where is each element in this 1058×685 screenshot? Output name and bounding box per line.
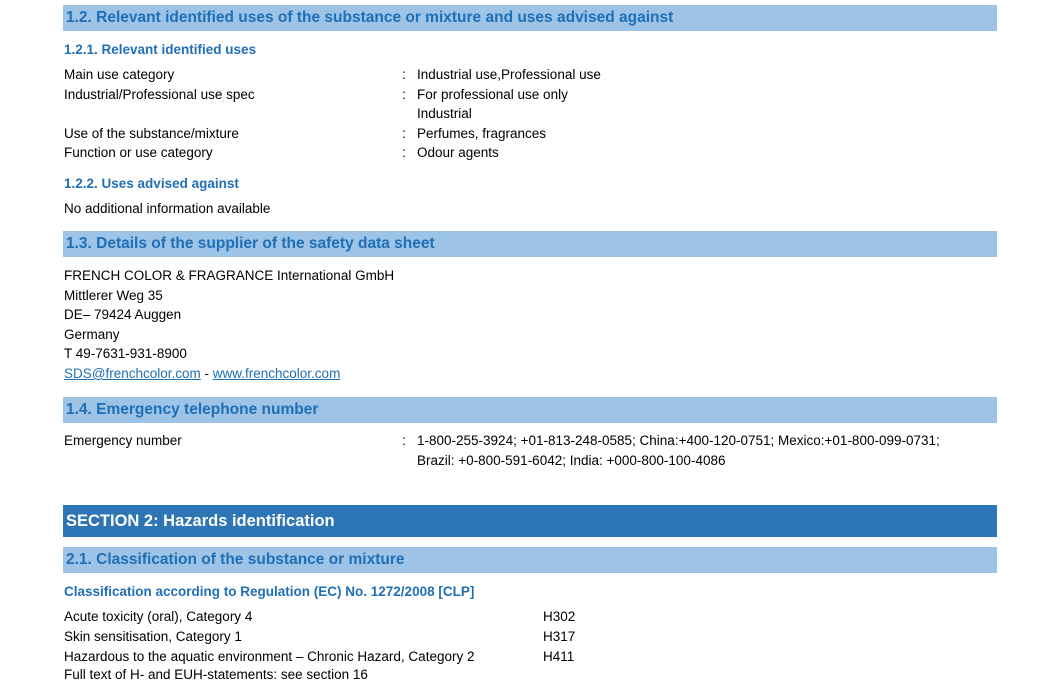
subsection-1-2-1-heading: 1.2.1. Relevant identified uses xyxy=(64,42,257,57)
hazard-code: H317 xyxy=(543,629,576,644)
subsection-1-2-2-heading: 1.2.2. Uses advised against xyxy=(64,176,239,191)
use-of-substance-value: Perfumes, fragrances xyxy=(417,126,547,141)
supplier-company: FRENCH COLOR & FRAGRANCE International GmbH xyxy=(64,268,395,283)
supplier-phone: T 49-7631-931-8900 xyxy=(64,346,187,361)
hazard-class-label: Hazardous to the aquatic environment – Chronic Hazard, Category 2 xyxy=(64,649,475,664)
section-1-3-header: 1.3. Details of the supplier of the safety data sheet xyxy=(63,231,997,257)
use-of-substance-label: Use of the substance/mixture xyxy=(64,126,239,141)
hazard-class-label: Skin sensitisation, Category 1 xyxy=(64,629,242,644)
section-1-4-header: 1.4. Emergency telephone number xyxy=(63,397,997,423)
section-1-2-header: 1.2. Relevant identified uses of the substance or mixture and uses advised against xyxy=(63,5,997,31)
colon: : xyxy=(402,433,406,448)
section-2-1-header: 2.1. Classification of the substance or mixture xyxy=(63,547,997,573)
section-2-header: SECTION 2: Hazards identification xyxy=(63,505,997,537)
supplier-city: DE– 79424 Auggen xyxy=(64,307,182,322)
link-separator: - xyxy=(200,366,213,381)
colon: : xyxy=(402,145,406,160)
advised-against-text: No additional information available xyxy=(64,201,271,216)
hazard-class-label: Acute toxicity (oral), Category 4 xyxy=(64,609,253,624)
supplier-street: Mittlerer Weg 35 xyxy=(64,288,163,303)
supplier-contact-line xyxy=(64,364,340,384)
main-use-category-value: Industrial use,Professional use xyxy=(417,67,601,82)
emergency-number-line-1: 1-800-255-3924; +01-813-248-0585; China:+400-120-0751; Mexico:+01-800-099-0731; xyxy=(417,433,940,448)
colon: : xyxy=(402,87,406,102)
clp-classification-heading: Classification according to Regulation (EC) No. 1272/2008 [CLP] xyxy=(64,584,475,599)
use-spec-label: Industrial/Professional use spec xyxy=(64,87,255,102)
emergency-number-label: Emergency number xyxy=(64,433,182,448)
use-spec-value-2: Industrial xyxy=(417,106,472,121)
function-category-label: Function or use category xyxy=(64,145,213,160)
email-link[interactable]: SDS@frenchcolor.com xyxy=(64,366,201,381)
use-spec-value-1: For professional use only xyxy=(417,87,568,102)
colon: : xyxy=(402,126,406,141)
hazard-code: H411 xyxy=(543,649,575,664)
colon: : xyxy=(402,67,406,82)
function-category-value: Odour agents xyxy=(417,145,499,160)
main-use-category-label: Main use category xyxy=(64,67,175,82)
website-link[interactable]: www.frenchcolor.com xyxy=(212,366,341,381)
supplier-country: Germany xyxy=(64,327,120,342)
full-text-note: Full text of H- and EUH-statements: see section 16 xyxy=(64,667,368,682)
emergency-number-line-2: Brazil: +0-800-591-6042; India: +000-800-100-4086 xyxy=(417,453,726,468)
hazard-code: H302 xyxy=(543,609,576,624)
